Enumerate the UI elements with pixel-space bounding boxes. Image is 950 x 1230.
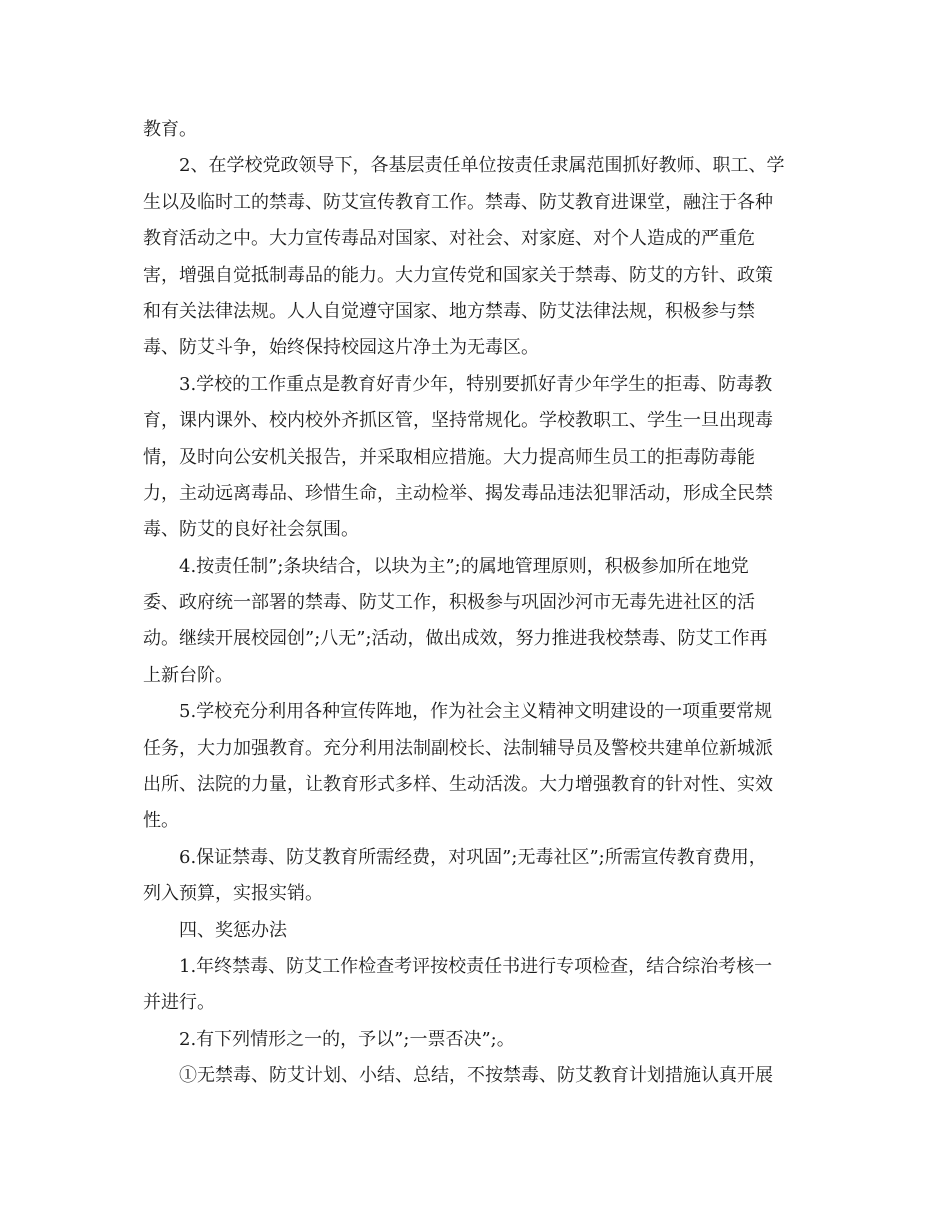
- text-line: 上新台阶。: [143, 664, 233, 686]
- text-line: 教育活动之中。大力宣传毒品对国家、对社会、对家庭、对个人造成的严重危: [143, 228, 755, 250]
- text-line: 育，课内课外、校内校外齐抓区管，坚持常规化。学校教职工、学生一旦出现毒: [143, 410, 773, 432]
- text-line: 情，及时向公安机关报告，并采取相应措施。大力提高师生员工的拒毒防毒能: [143, 446, 755, 468]
- text-line: 任务，大力加强教育。充分利用法制副校长、法制辅导员及警校共建单位新城派: [143, 737, 773, 759]
- text-line: 3.学校的工作重点是教育好青少年，特别要抓好青少年学生的拒毒、防毒教: [179, 373, 773, 395]
- text-line: 教育。: [143, 119, 197, 140]
- text-line: 2.有下列情形之一的，予以”;一票否决”;。: [179, 1028, 515, 1050]
- text-line: 并进行。: [143, 992, 215, 1014]
- text-line: 委、政府统一部署的禁毒、防艾工作，积极参与巩固沙河市无毒先进社区的活: [143, 592, 755, 614]
- text-line: 毒、防艾的良好社会氛围。: [143, 519, 359, 541]
- text-line: 4.按责任制”;条块结合，以块为主”;的属地管理原则，积极参加所在地党: [179, 555, 749, 577]
- text-line: 动。继续开展校园创”;八无”;活动，做出成效，努力推进我校禁毒、防艾工作再: [143, 628, 768, 650]
- text-line: 和有关法律法规。人人自觉遵守国家、地方禁毒、防艾法律法规，积极参与禁: [143, 300, 755, 322]
- text-line: 力，主动远离毒品、珍惜生命，主动检举、揭发毒品违法犯罪活动，形成全民禁: [143, 482, 773, 504]
- text-line: ①无禁毒、防艾计划、小结、总结，不按禁毒、防艾教育计划措施认真开展: [179, 1065, 773, 1087]
- text-line: 出所、法院的力量，让教育形式多样、生动活泼。大力增强教育的针对性、实效: [143, 774, 773, 796]
- text-line: 6.保证禁毒、防艾教育所需经费，对巩固”;无毒社区”;所需宣传教育费用，: [179, 846, 767, 868]
- text-line: 5.学校充分利用各种宣传阵地，作为社会主义精神文明建设的一项重要常规: [179, 701, 773, 723]
- section-heading: 四、奖惩办法: [179, 919, 287, 941]
- text-line: 毒、防艾斗争，始终保持校园这片净土为无毒区。: [143, 337, 539, 359]
- text-line: 1.年终禁毒、防艾工作检查考评按校责任书进行专项检查，结合综治考核一: [179, 955, 773, 977]
- text-line: 2、在学校党政领导下，各基层责任单位按责任隶属范围抓好教师、职工、学: [179, 155, 785, 177]
- document-page: [143, 112, 803, 1095]
- text-line: 列入预算，实报实销。: [143, 883, 323, 905]
- text-line: 性。: [143, 810, 179, 832]
- text-line: 生以及临时工的禁毒、防艾宣传教育工作。禁毒、防艾教育进课堂，融注于各种: [143, 191, 773, 213]
- text-line: 害，增强自觉抵制毒品的能力。大力宣传党和国家关于禁毒、防艾的方针、政策: [143, 264, 773, 286]
